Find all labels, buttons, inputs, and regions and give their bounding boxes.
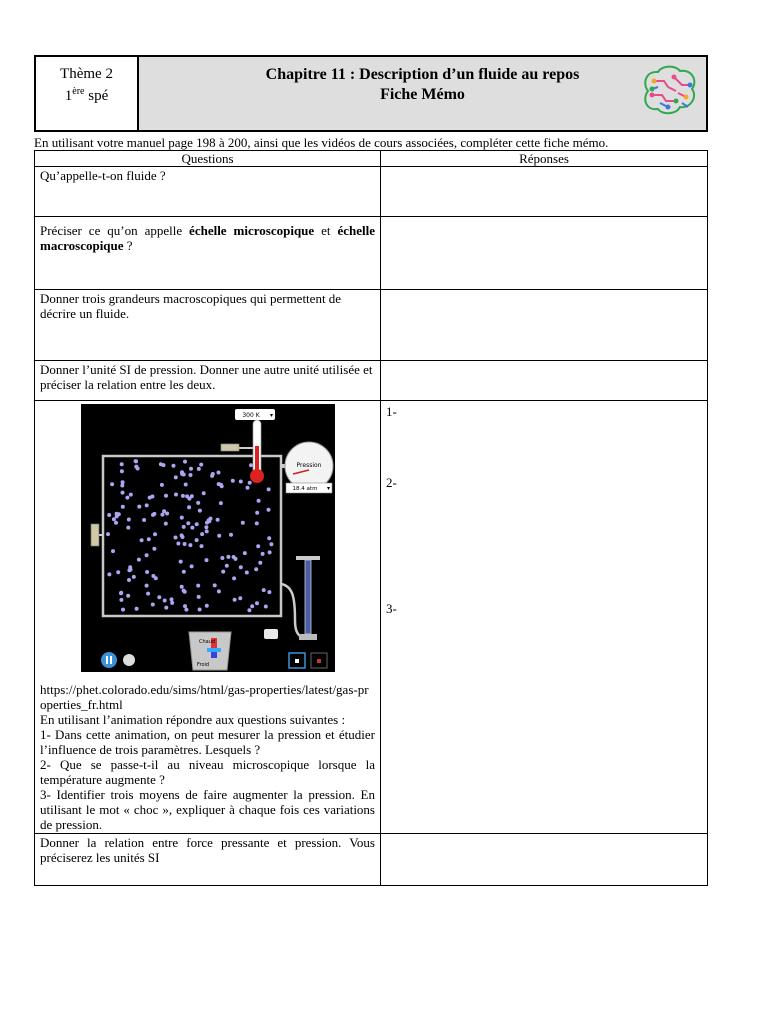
gas-particle (172, 464, 176, 468)
gas-particle (148, 496, 152, 500)
gas-particle (220, 556, 224, 560)
gas-particle (179, 560, 183, 564)
question-echelles: Préciser ce qu’on appelle échelle microscopique et échelle macroscopique ? (35, 217, 381, 290)
gas-particle (255, 601, 259, 605)
gas-particle (182, 525, 186, 529)
gas-particle (232, 576, 236, 580)
svg-text:▾: ▾ (270, 412, 274, 419)
gas-particle (176, 542, 180, 546)
gas-particle (195, 538, 199, 542)
question-force-pressante: Donner la relation entre force pressante et pression. Vous préciserez les unités SI (35, 834, 381, 886)
gas-particle (262, 588, 266, 592)
gas-particle (164, 522, 168, 526)
gas-particle (180, 516, 184, 520)
gas-particle (233, 598, 237, 602)
answer-cell[interactable] (381, 167, 708, 217)
gas-particle (152, 512, 156, 516)
answer-cell[interactable] (381, 361, 708, 401)
theme-cell (36, 57, 139, 130)
simulation-intro: En utilisant l’animation répondre aux questions suivantes : (40, 712, 346, 727)
pressure-readout: 18.4 atm (292, 486, 318, 492)
gas-particle (250, 604, 254, 608)
questions-header: Questions (35, 151, 381, 167)
gas-particle (255, 511, 259, 515)
gas-particle (184, 608, 188, 612)
gas-particle (205, 529, 209, 533)
gas-particle (120, 462, 124, 466)
gas-particle (151, 574, 155, 578)
gas-particle (269, 542, 273, 546)
gas-particle (267, 487, 271, 491)
answer-label-3: 3- (386, 601, 397, 616)
gas-particle (195, 522, 199, 526)
gas-particle (267, 508, 271, 512)
gas-particle (239, 565, 243, 569)
gas-particle (267, 536, 271, 540)
gas-particle (128, 565, 132, 569)
simulation-question-1: 1- Dans cette animation, on peut mesurer la pression et étudier l’influence de trois paramètres. Lesquels ? (40, 727, 375, 757)
gas-particle (116, 570, 120, 574)
question-fluide: Qu’appelle-t-on fluide ? (35, 167, 381, 217)
temperature-readout: 300 K (242, 412, 260, 419)
sheet-subtitle: Fiche Mémo (380, 86, 465, 103)
question-simulation (35, 401, 381, 834)
gas-particle (145, 503, 149, 507)
gas-particle (153, 532, 157, 536)
gas-particle (217, 534, 221, 538)
gas-particle (180, 533, 184, 537)
table-row (35, 167, 708, 217)
gas-particle (157, 595, 161, 599)
gas-particle (196, 584, 200, 588)
gas-particle (190, 526, 194, 530)
gas-particle (245, 571, 249, 575)
gas-particle (255, 521, 259, 525)
gas-particle (181, 494, 185, 498)
gas-particle (137, 558, 141, 562)
table-row (35, 217, 708, 290)
gas-particle (183, 460, 187, 464)
gas-particle (174, 475, 178, 479)
gas-particle (200, 544, 204, 548)
simulation-question-3: 3- Identifier trois moyens de faire augmenter la pression. En utilisant le mot « choc », expliquer à chaque fois ces variations de pression. (40, 787, 375, 832)
pressure-label: Pression (296, 462, 322, 469)
gas-particle (126, 594, 130, 598)
gas-particle (135, 607, 139, 611)
gas-particle (119, 591, 123, 595)
gas-particle (225, 564, 229, 568)
gas-particle (114, 521, 118, 525)
gas-particle (257, 499, 261, 503)
gas-particle (107, 572, 111, 576)
gas-particle (152, 547, 156, 551)
gas-particle (106, 532, 110, 536)
table-row (35, 290, 708, 361)
gas-particle (204, 525, 208, 529)
gas-particle (121, 480, 125, 484)
gas-particle (267, 590, 271, 594)
gas-particle (145, 553, 149, 557)
gas-particle (264, 605, 268, 609)
worksheet-header (34, 55, 708, 132)
gas-particle (200, 532, 204, 536)
gas-particle (217, 589, 221, 593)
gas-particle (134, 459, 138, 463)
gas-particle (170, 597, 174, 601)
answer-label-1: 1- (386, 404, 397, 419)
gas-particle (238, 596, 242, 600)
bucket-hot-label: Chaud (199, 639, 216, 645)
gas-particle (241, 521, 245, 525)
svg-text:▾: ▾ (327, 485, 331, 492)
gas-particle (239, 480, 243, 484)
gas-particle (189, 473, 193, 477)
gas-particle (126, 526, 130, 530)
gas-particle (213, 583, 217, 587)
gas-particle (246, 486, 250, 490)
gas-particle (254, 567, 258, 571)
gas-particle (219, 501, 223, 505)
level-label: 1ère spé (64, 86, 109, 104)
gas-particle (210, 474, 214, 478)
gas-particle (186, 521, 190, 525)
gas-particle (137, 505, 141, 509)
gas-particle (107, 513, 111, 517)
step-button[interactable] (123, 654, 135, 666)
bucket-cold-label: Froid (197, 662, 210, 668)
gas-particle (145, 570, 149, 574)
gas-particle (190, 564, 194, 568)
gas-particle (121, 491, 125, 495)
gas-particle (162, 463, 166, 467)
theme-label: Thème 2 (60, 66, 113, 82)
pause-button[interactable] (101, 652, 117, 668)
gas-particle (180, 472, 184, 476)
gas-particle (164, 606, 168, 610)
gas-particle (199, 463, 203, 467)
gas-particle (110, 482, 114, 486)
gas-particle (268, 550, 272, 554)
gas-particle (174, 493, 178, 497)
gas-particle (247, 608, 251, 612)
answer-cell[interactable] (381, 834, 708, 886)
gas-particle (243, 551, 247, 555)
gas-particle (261, 552, 265, 556)
gas-properties-simulation (81, 404, 335, 672)
gas-particle (121, 505, 125, 509)
gas-particle (162, 509, 166, 513)
gas-particle (229, 533, 233, 537)
gas-particle (184, 483, 188, 487)
answer-cell[interactable] (381, 401, 708, 834)
gas-particle (197, 595, 201, 599)
gas-particle (196, 501, 200, 505)
gas-particle (209, 517, 213, 521)
answer-cell[interactable] (381, 290, 708, 361)
answer-cell[interactable] (381, 217, 708, 290)
gas-particle (129, 493, 133, 497)
gas-particle (187, 505, 191, 509)
question-grandeurs: Donner trois grandeurs macroscopiques qui permettent de décrire un fluide. (35, 290, 381, 361)
gas-particle (216, 518, 220, 522)
gas-particle (231, 479, 235, 483)
heat-cool-bucket-icon (189, 632, 231, 670)
gas-particle (182, 570, 186, 574)
gas-particle (188, 543, 192, 547)
gas-particle (183, 542, 187, 546)
gas-particle (258, 561, 262, 565)
gas-particle (256, 544, 260, 548)
gas-particle (187, 497, 191, 501)
answers-header: Réponses (381, 151, 708, 167)
gas-particle (112, 517, 116, 521)
gas-particle (119, 598, 123, 602)
gas-particle (170, 601, 174, 605)
memo-table (34, 150, 708, 886)
table-row (35, 834, 708, 886)
gas-particle (163, 599, 167, 603)
gas-particle (127, 578, 131, 582)
answer-label-2: 2- (386, 475, 397, 490)
table-row (35, 401, 708, 834)
gas-particle (198, 509, 202, 513)
gas-particle (197, 467, 201, 471)
gas-particle (142, 518, 146, 522)
simulation-url[interactable]: https://phet.colorado.edu/sims/html/gas-properties/latest/gas-properties_fr.html (40, 682, 369, 712)
gas-particle (189, 467, 193, 471)
gas-particle (127, 518, 131, 522)
gas-particle (111, 549, 115, 553)
chapter-title: Chapitre 11 : Description d’un fluide au repos (265, 66, 580, 83)
gas-particle (151, 603, 155, 607)
title-cell (139, 57, 706, 130)
gas-particle (205, 604, 209, 608)
gas-particle (115, 512, 119, 516)
gas-particle (226, 555, 230, 559)
gas-particle (221, 570, 225, 574)
brain-circuit-icon (638, 63, 700, 119)
gas-particle (249, 463, 253, 467)
gas-particle (180, 585, 184, 589)
gas-particle (183, 604, 187, 608)
gas-particle (146, 592, 150, 596)
gas-particle (121, 608, 125, 612)
gas-particle (174, 536, 178, 540)
gas-particle (205, 558, 209, 562)
table-header-row (35, 151, 708, 167)
question-unite-pression: Donner l’unité SI de pression. Donner une autre unité utilisée et préciser la relation entre les deux. (35, 361, 381, 401)
gas-particle (220, 484, 224, 488)
gas-particle (132, 575, 136, 579)
gas-particle (145, 584, 149, 588)
gas-particle (140, 538, 144, 542)
gas-particle (160, 483, 164, 487)
gas-particle (164, 494, 168, 498)
instructions: En utilisant votre manuel page 198 à 200, ainsi que les vidéos de cours associées, compléter cette fiche mémo. (34, 135, 609, 150)
gas-particle (120, 469, 124, 473)
gas-particle (202, 491, 206, 495)
gas-particle (217, 471, 221, 475)
simulation-question-2: 2- Que se passe-t-il au niveau microscopique lorsque la température augmente ? (40, 757, 375, 787)
gas-particle (125, 496, 129, 500)
gas-particle (147, 537, 151, 541)
gas-particle (134, 465, 138, 469)
gas-particle (182, 589, 186, 593)
gas-particle (198, 608, 202, 612)
gas-particle (232, 555, 236, 559)
gas-particle (248, 481, 252, 485)
table-row (35, 361, 708, 401)
